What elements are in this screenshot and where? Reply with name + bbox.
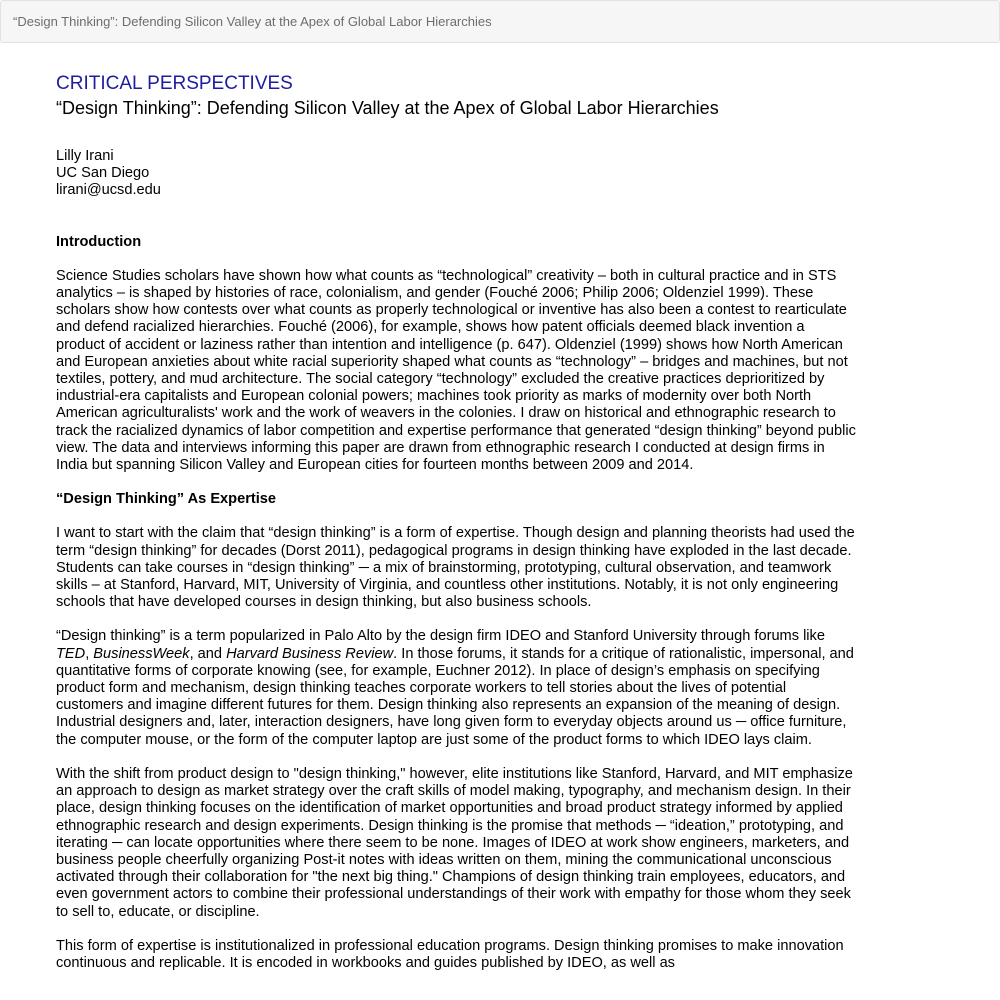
publication-businessweek: BusinessWeek xyxy=(93,645,190,662)
publication-hbr: Harvard Business Review xyxy=(226,645,394,662)
author-name: Lilly Irani xyxy=(56,148,114,164)
design-thinking-paragraph-4: This form of expertise is institutionalized in professional education programs. Design thinking promises to make innovation continuous and replicable. It is encoded in workbooks and guides published by IDEO, as well as xyxy=(56,937,844,971)
paragraph-text: “Design thinking” is a term popularized in Palo Alto by the design firm IDEO and Stanford University through forums like xyxy=(56,628,825,645)
window-title: “Design Thinking”: Defending Silicon Valley at the Apex of Global Labor Hierarchies xyxy=(13,14,492,29)
design-thinking-paragraph-3: With the shift from product design to "design thinking," however, elite institutions like Stanford, Harvard, and MIT emphasize an approach to design as market strategy over the craft skills of model making, typography, and mechanism design. In their place, design thinking focuses on the identification of market opportunities and broad product strategy informed by applied ethnographic research and design experiments. Design thinking is the promise that methods ─ “ideation,” prototyping, and iterating ─ can locate opportunities where there seem to be none. Images of IDEO at work show engineers, marketers, and business people cheerfully organizing Post-it notes with ideas written on them, mining the communicational unconscious activated through their collaboration for "the next big thing." Champions of design thinking train employees, educators, and even government actors to combine their professional understandings of their work with empathy for those whom they seek to sell to, educate, or discipline. xyxy=(56,765,853,920)
author-block xyxy=(56,148,856,200)
page-title: “Design Thinking”: Defending Silicon Valley at the Apex of Global Labor Hierarchies xyxy=(56,98,719,118)
author-affiliation: UC San Diego xyxy=(56,165,150,182)
paragraph-text: . In those forums, it stands for a critique of rationalistic, impersonal, and quantitative forms of corporate knowing (see, for example, Euchner 2012). In place of design’s emphasis on specifying product form and mechanism, design thinking teaches corporate workers to tell stories about the lives of potential customers and imagine different futures for them. Design thinking also represents an expansion of the meaning of design. Industrial designers and, later, interaction designers, have long given form to everyday objects around us ─ office furniture, the computer mouse, or the form of the computer laptop are just some of the product forms to which IDEO lays claim. xyxy=(56,645,854,748)
design-thinking-paragraph-2 xyxy=(56,628,856,748)
author-email: lirani@ucsd.edu xyxy=(56,182,161,199)
paragraph-text: , xyxy=(85,645,94,662)
publication-ted: TED xyxy=(56,645,86,662)
window-title-bar xyxy=(0,0,1000,43)
section-kicker: CRITICAL PERSPECTIVES xyxy=(56,73,293,94)
paragraph-text: , and xyxy=(189,645,227,662)
design-thinking-paragraph-1: I want to start with the claim that “design thinking” is a form of expertise. Though design and planning theorists had used the term “design thinking” for decades (Dorst 2011), pedagogical programs in design thinking have exploded in the last decade. Students can take courses in “design thinking” ─ a mix of brainstorming, prototyping, cultural observation, and teamwork skills – at Stanford, Harvard, MIT, University of Virginia, and countless other institutions. Notably, it is not only engineering schools that have developed courses in design thinking, but also business schools. xyxy=(56,525,855,611)
section-heading-introduction: Introduction xyxy=(56,233,142,250)
section-heading-design-thinking: “Design Thinking” As Expertise xyxy=(56,491,277,508)
document-body xyxy=(56,72,856,972)
introduction-paragraph: Science Studies scholars have shown how what counts as “technological” creativity – both in cultural practice and in STS analytics – is shaped by histories of race, colonialism, and gender (Fouché 2006; Philip 2006; Oldenziel 1999). These scholars show how contests over what counts as properly technological or inventive has also been a contest to rearticulate and defend racialized hierarchies. Fouché (2006), for example, shows how patent officials deemed black invention a product of accident or laziness rather than intention and intelligence (p. 647). Oldenziel (1999) shows how North American and European anxieties about white racial superiority shaped what counts as “technology” – bridges and machines, but not textiles, pottery, and mud architecture. The social category “technology” excluded the creative practices deprioritized by industrial-era capitalists and European colonial powers; machines took priority as marks of modernity over both North American agriculturalists' work and the work of weavers in the colonies. I draw on historical and ethnographic research to track the racialized dynamics of labor competition and expertise performance that generated “design thinking” beyond public view. The data and interviews informing this paper are drawn from ethnographic research I conducted at design firms in India but spanning Silicon Valley and European cities for fourteen months between 2009 and 2014. xyxy=(56,267,856,474)
